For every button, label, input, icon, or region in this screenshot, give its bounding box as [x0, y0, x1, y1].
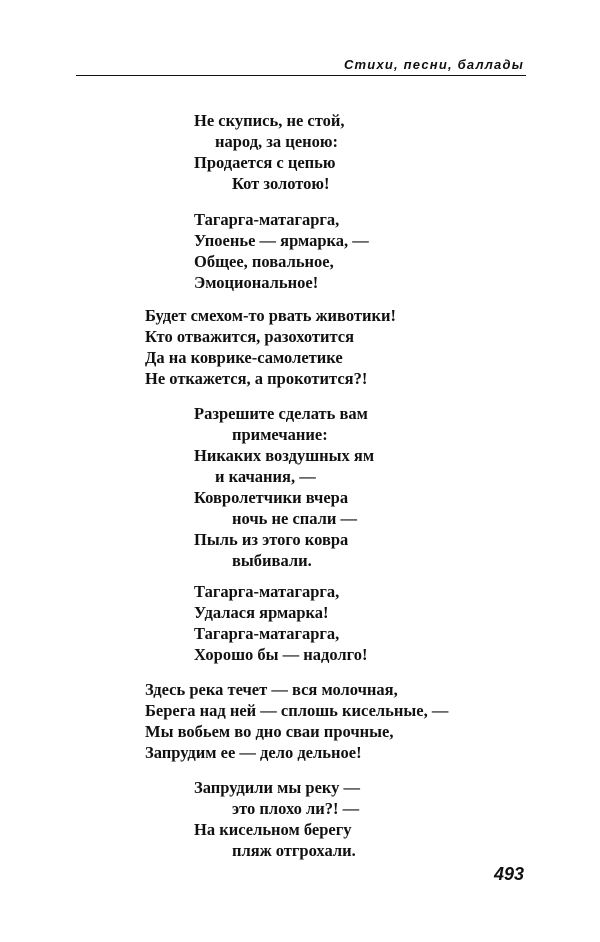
verse-line: Запрудили мы реку —: [194, 778, 361, 797]
verse-line: Никаких воздушных ям: [194, 446, 375, 465]
page-number: 493: [493, 864, 524, 884]
verse-line: примечание:: [232, 425, 328, 444]
verse-line: Тагарга-матагарга,: [194, 624, 340, 643]
verse-line: выбивали.: [232, 551, 312, 570]
verse-line: это плохо ли?! —: [232, 799, 360, 818]
verse-line: На кисельном берегу: [194, 820, 352, 839]
verse-line: Не скупись, не стой,: [194, 111, 345, 130]
verse-line: Продается с цепью: [194, 153, 336, 172]
verse-line: народ, за ценою:: [215, 132, 339, 151]
verse-line: Здесь река течет — вся молочная,: [145, 680, 398, 699]
verse-line: и качания, —: [215, 467, 316, 486]
verse-line: Кто отважится, разохотится: [145, 327, 355, 346]
verse-line: Да на коврике-самолетике: [145, 348, 343, 367]
verse-line: ночь не спали —: [232, 509, 358, 528]
verse-line: Эмоциональное!: [194, 273, 319, 292]
verse-line: пляж отгрохали.: [232, 841, 356, 860]
running-header: Стихи, песни, баллады: [343, 57, 524, 72]
verse-line: Мы вобьем во дно сваи прочные,: [145, 722, 394, 741]
verse-line: Ковролетчики вчера: [194, 488, 349, 507]
verse-line: Будет смехом-то рвать животики!: [145, 306, 397, 325]
verse-line: Не откажется, а прокотится?!: [145, 369, 368, 388]
verse-line: Пыль из этого ковра: [194, 530, 349, 549]
verse-line: Хорошо бы — надолго!: [194, 645, 368, 664]
verse-line: Удалася ярмарка!: [194, 603, 329, 622]
verse-line: Кот золотою!: [232, 174, 330, 193]
verse-line: Тагарга-матагарга,: [194, 582, 340, 601]
verse-line: Общее, повальное,: [194, 252, 334, 271]
verse-line: Разрешите сделать вам: [194, 404, 368, 423]
header-rule: [76, 75, 526, 76]
verse-line: Запрудим ее — дело дельное!: [145, 743, 362, 762]
verse-line: Упоенье — ярмарка, —: [194, 231, 369, 250]
verse-line: Берега над ней — сплошь кисельные, —: [145, 701, 449, 720]
verse-line: Тагарга-матагарга,: [194, 210, 340, 229]
